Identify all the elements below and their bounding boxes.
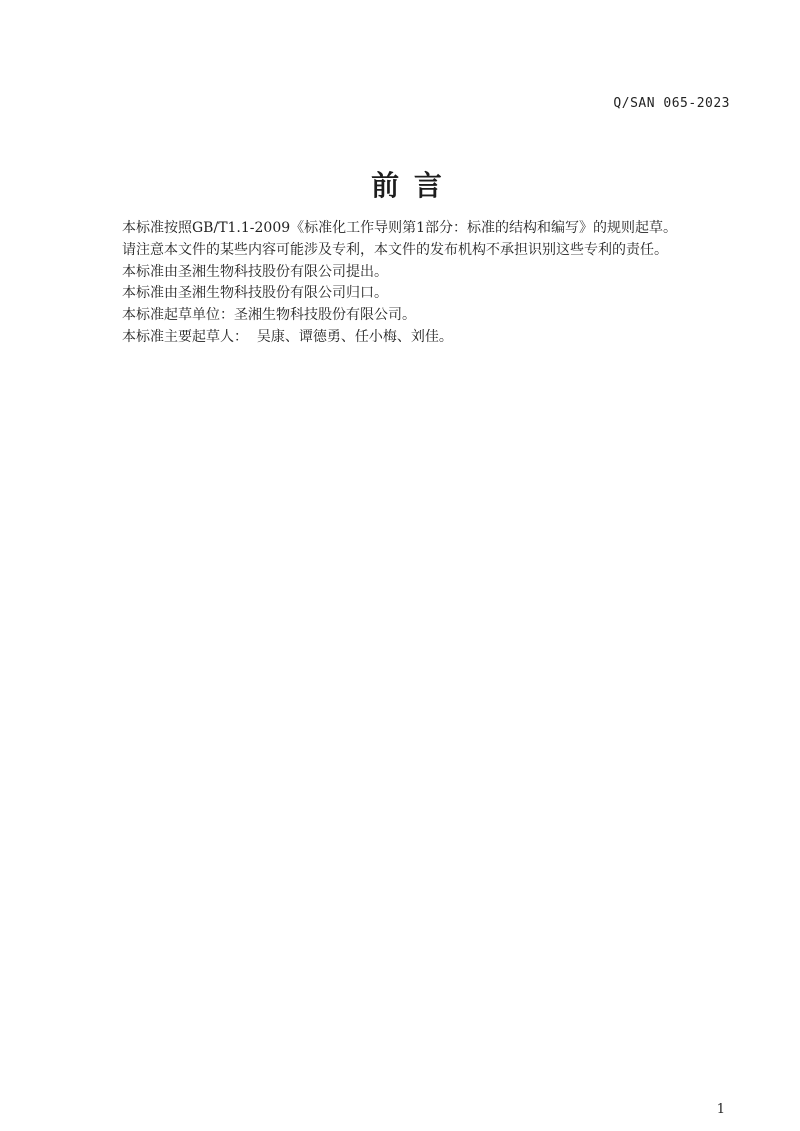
page-title: 前 言 <box>371 169 443 202</box>
paragraph-proposed-by: 本标准由圣湘生物科技股份有限公司提出。 <box>122 263 388 280</box>
paragraph-drafting-organization: 本标准起草单位：圣湘生物科技股份有限公司。 <box>122 307 416 324</box>
paragraph-drafting-rules: 本标准按照GB/T1.1-2009《标准化工作导则第1部分：标准的结构和编写》的规则起草。 <box>122 220 678 236</box>
paragraph-main-drafters: 本标准主要起草人： 吴康、谭德勇、任小梅、刘佳。 <box>122 328 453 345</box>
page-number: 1 <box>716 1102 725 1117</box>
paragraph-under-jurisdiction: 本标准由圣湘生物科技股份有限公司归口。 <box>122 285 388 302</box>
document-number: Q/SAN 065-2023 <box>613 96 730 111</box>
paragraph-patent-notice: 请注意本文件的某些内容可能涉及专利，本文件的发布机构不承担识别这些专利的责任。 <box>122 241 668 258</box>
foreword-body <box>122 218 682 349</box>
